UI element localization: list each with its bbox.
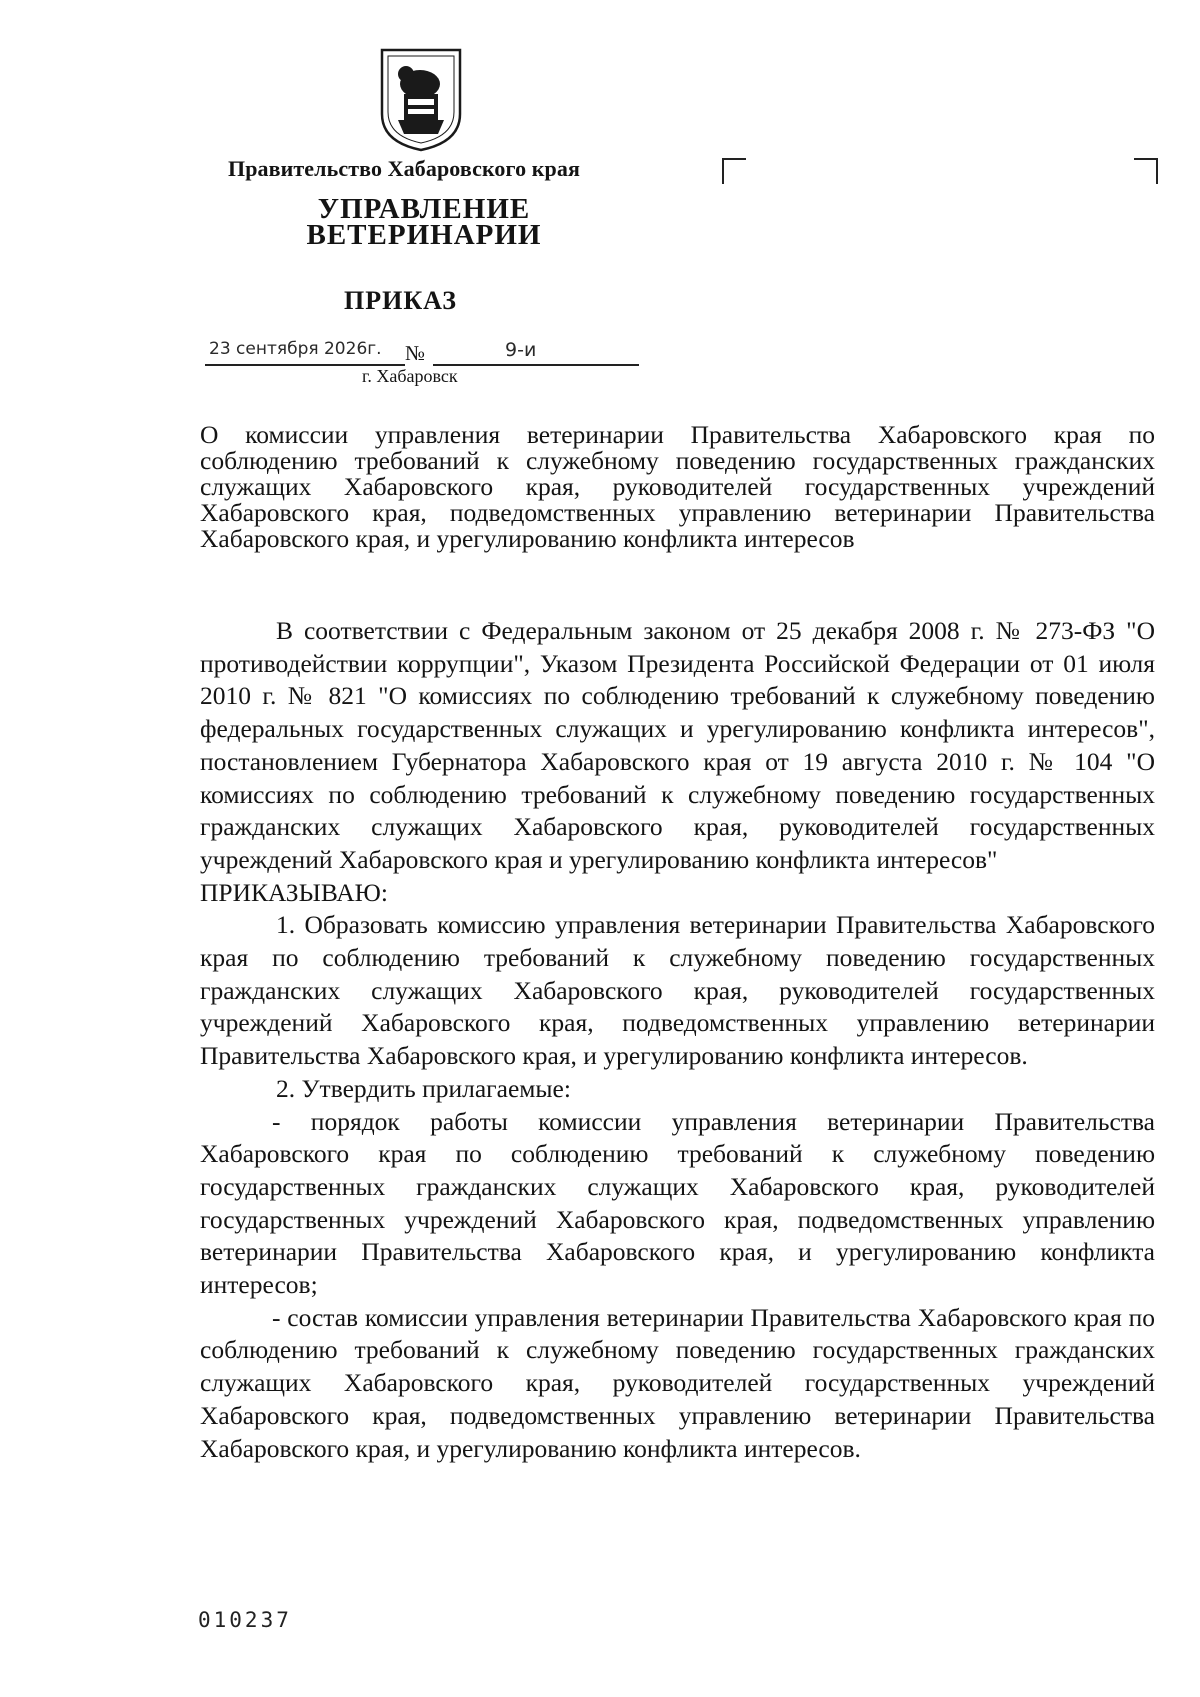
- coat-of-arms-emblem: [376, 44, 466, 154]
- item-2-subitem-procedure: - порядок работы комиссии управления ветеринарии Правительства Хабаровского края по соблюдению требований к служебному поведению государственных гражданских служащих Хабаровского края, руководителей государственных учреждений Хабаровского края, подведомственных управлению ветеринарии Правительства Хабаровского края, и урегулированию конфликта интересов;: [200, 1106, 1155, 1300]
- order-body: [200, 615, 1155, 1465]
- order-date: 23 сентября 2026г.: [209, 339, 382, 359]
- number-sign: №: [405, 341, 426, 365]
- document-serial-number: 010237: [198, 1608, 292, 1632]
- number-underline: [433, 364, 639, 366]
- order-word: ПРИКАЗЫВАЮ:: [200, 877, 388, 907]
- order-subject: О комиссии управления ветеринарии Правительства Хабаровского края по соблюдению требований к служебному поведению государственных гражданских служащих Хабаровского края, руководителей государственных учреждений Хабаровского края, подведомственных управлению ветеринарии Правительства Хабаровского края, и урегулированию конфликта интересов: [200, 420, 1155, 553]
- corner-mark-right: [1134, 158, 1158, 184]
- department-name-line1: УПРАВЛЕНИЕ: [317, 193, 531, 225]
- corner-mark-left: [722, 158, 746, 184]
- department-name: [300, 193, 548, 251]
- government-name: Правительство Хабаровского края: [228, 156, 580, 181]
- department-name-line2: ВЕТЕРИНАРИИ: [306, 219, 542, 251]
- item-1: 1. Образовать комиссию управления ветеринарии Правительства Хабаровского края по соблюдению требований к служебному поведению государственных гражданских служащих Хабаровского края, руководителей государственных учреждений Хабаровского края, подведомственных управлению ветеринарии Правительства Хабаровского края, и урегулированию конфликта интересов.: [200, 910, 1155, 1071]
- city: г. Хабаровск: [362, 366, 458, 386]
- document-type: ПРИКАЗ: [344, 286, 458, 315]
- item-2: 2. Утвердить прилагаемые:: [276, 1073, 571, 1103]
- preamble-paragraph: В соответствии с Федеральным законом от 25 декабря 2008 г. № 273-ФЗ "О противодействии коррупции", Указом Президента Российской Федерации от 01 июля 2010 г. № 821 "О комиссиях по соблюдению требований к служебному поведению федеральных государственных служащих и урегулированию конфликта интересов", постановлением Губернатора Хабаровского края от 19 августа 2010 г. № 104 "О комиссиях по соблюдению требований к служебному поведению государственных гражданских служащих Хабаровского края, руководителей государственных учреждений Хабаровского края и урегулированию конфликта интересов": [200, 616, 1155, 874]
- item-2-subitem-composition: - состав комиссии управления ветеринарии Правительства Хабаровского края по соблюдению требований к служебному поведению государственных гражданских служащих Хабаровского края, руководителей государственных учреждений Хабаровского края, подведомственных управлению ветеринарии Правительства Хабаровского края, и урегулированию конфликта интересов.: [200, 1302, 1155, 1463]
- order-number: 9-и: [505, 339, 537, 361]
